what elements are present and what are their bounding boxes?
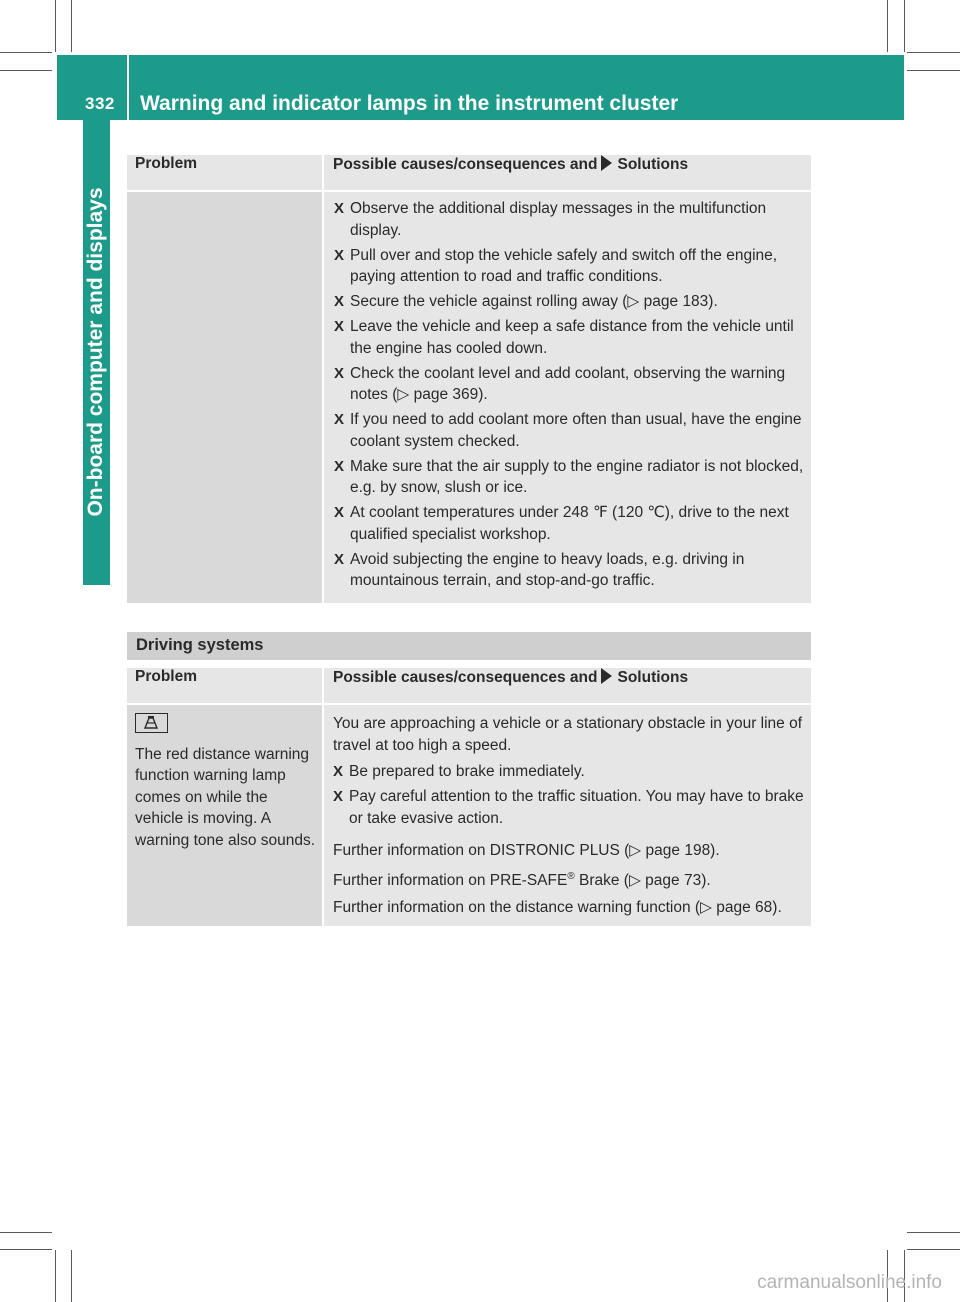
crop-mark xyxy=(904,0,905,52)
crop-mark xyxy=(0,52,52,53)
side-tab-label: On-board computer and displays xyxy=(84,187,107,517)
table-header-row xyxy=(127,155,811,191)
crop-mark xyxy=(907,1249,960,1250)
solutions-list xyxy=(333,761,805,837)
table-header-row xyxy=(127,668,811,704)
x-bullet-icon: X xyxy=(334,200,345,217)
list-item xyxy=(333,786,805,829)
list-item-text: Be prepared to brake immediately. xyxy=(349,763,585,780)
further-info-text: Further information on PRE-SAFE xyxy=(333,872,568,890)
x-bullet-icon: X xyxy=(334,293,345,310)
problem-cell xyxy=(127,191,323,603)
list-item xyxy=(334,363,807,406)
problem-description: The red distance warning function warning lamp comes on while the vehicle is moving. A warning tone also sounds. xyxy=(135,745,316,849)
solutions-cell xyxy=(323,704,811,926)
x-bullet-icon: X xyxy=(334,504,345,521)
header-problem: Problem xyxy=(127,668,323,704)
crop-mark xyxy=(907,1232,960,1233)
list-item-text: Pay careful attention to the traffic situation. You may have to brake or take evasive action. xyxy=(349,788,804,827)
list-item xyxy=(334,291,807,313)
list-item-text: Make sure that the air supply to the engine radiator is not blocked, e.g. by snow, slush or ice. xyxy=(350,457,804,496)
watermark: carmanualsonline.info xyxy=(757,1272,942,1293)
list-item-text: Leave the vehicle and keep a safe distance from the vehicle until the engine has cooled down. xyxy=(350,318,794,357)
x-bullet-icon: X xyxy=(334,550,345,568)
driving-systems-table xyxy=(127,668,811,926)
arrow-right-icon xyxy=(601,155,612,171)
list-item xyxy=(334,316,807,359)
list-item-text: If you need to add coolant more often than usual, have the engine coolant system checked. xyxy=(350,411,802,450)
section-title: Driving systems xyxy=(136,636,264,654)
list-item xyxy=(334,245,807,288)
arrow-right-icon xyxy=(601,668,612,684)
crop-mark xyxy=(0,1249,52,1250)
list-item-text: Observe the additional display messages in the multifunction display. xyxy=(350,200,767,239)
header-causes-label: Possible causes/consequences and xyxy=(333,669,598,686)
problem-cell xyxy=(127,704,323,926)
list-item xyxy=(333,761,805,783)
x-bullet-icon: X xyxy=(334,318,345,335)
page-number: 332 xyxy=(85,94,115,113)
table-row xyxy=(127,191,811,603)
list-item-text: Avoid subjecting the engine to heavy loads, e.g. driving in mountainous terrain, and stop-and-go traffic. xyxy=(350,550,745,589)
further-info: Further information on the distance warning function (▷ page 68). xyxy=(333,898,782,916)
list-item-text: At coolant temperatures under 248 ℉ (120 ℃), drive to the next qualified specialist workshop. xyxy=(350,504,789,543)
crop-mark xyxy=(907,70,960,71)
page-title: Warning and indicator lamps in the instrument cluster xyxy=(140,92,679,115)
further-info xyxy=(333,866,805,892)
crop-mark xyxy=(907,52,960,53)
list-item xyxy=(334,549,807,592)
header-solutions-label: Solutions xyxy=(617,156,689,173)
coolant-table xyxy=(127,155,811,603)
crop-mark xyxy=(0,1232,52,1233)
x-bullet-icon: X xyxy=(334,246,345,264)
table-row xyxy=(127,704,811,926)
further-info-text: Brake (▷ page 73). xyxy=(574,872,711,890)
header-causes-label: Possible causes/consequences and xyxy=(333,156,598,173)
further-info: Further information on DISTRONIC PLUS (▷ page 198). xyxy=(333,841,720,859)
header-causes xyxy=(323,668,811,704)
header-problem: Problem xyxy=(127,155,323,191)
list-item-text: Check the coolant level and add coolant, observing the warning notes (▷ page 369). xyxy=(350,364,786,403)
header-solutions-label: Solutions xyxy=(617,669,689,686)
section-heading xyxy=(127,632,811,660)
solutions-cell xyxy=(323,191,811,603)
header-causes xyxy=(323,155,811,191)
crop-mark xyxy=(887,0,888,52)
header-divider xyxy=(127,55,129,120)
registered-mark: ® xyxy=(567,871,575,882)
list-item xyxy=(334,409,807,452)
crop-mark xyxy=(55,0,56,52)
crop-mark xyxy=(71,0,72,52)
distance-warning-lamp-icon xyxy=(135,713,168,733)
x-bullet-icon: X xyxy=(334,457,345,475)
crop-mark xyxy=(55,1250,56,1302)
crop-mark xyxy=(0,70,52,71)
list-item-text: Secure the vehicle against rolling away (▷ page 183). xyxy=(350,293,718,310)
list-item xyxy=(334,198,807,241)
x-bullet-icon: X xyxy=(333,763,344,780)
solutions-list xyxy=(324,192,811,603)
x-bullet-icon: X xyxy=(334,411,345,428)
x-bullet-icon: X xyxy=(333,788,344,805)
cause-text: You are approaching a vehicle or a stationary obstacle in your line of travel at too high a speed. xyxy=(333,715,803,754)
crop-mark xyxy=(71,1250,72,1302)
list-item xyxy=(334,456,807,499)
x-bullet-icon: X xyxy=(334,364,345,382)
list-item-text: Pull over and stop the vehicle safely and switch off the engine, paying attention to road and traffic conditions. xyxy=(350,246,778,285)
list-item xyxy=(334,502,807,545)
